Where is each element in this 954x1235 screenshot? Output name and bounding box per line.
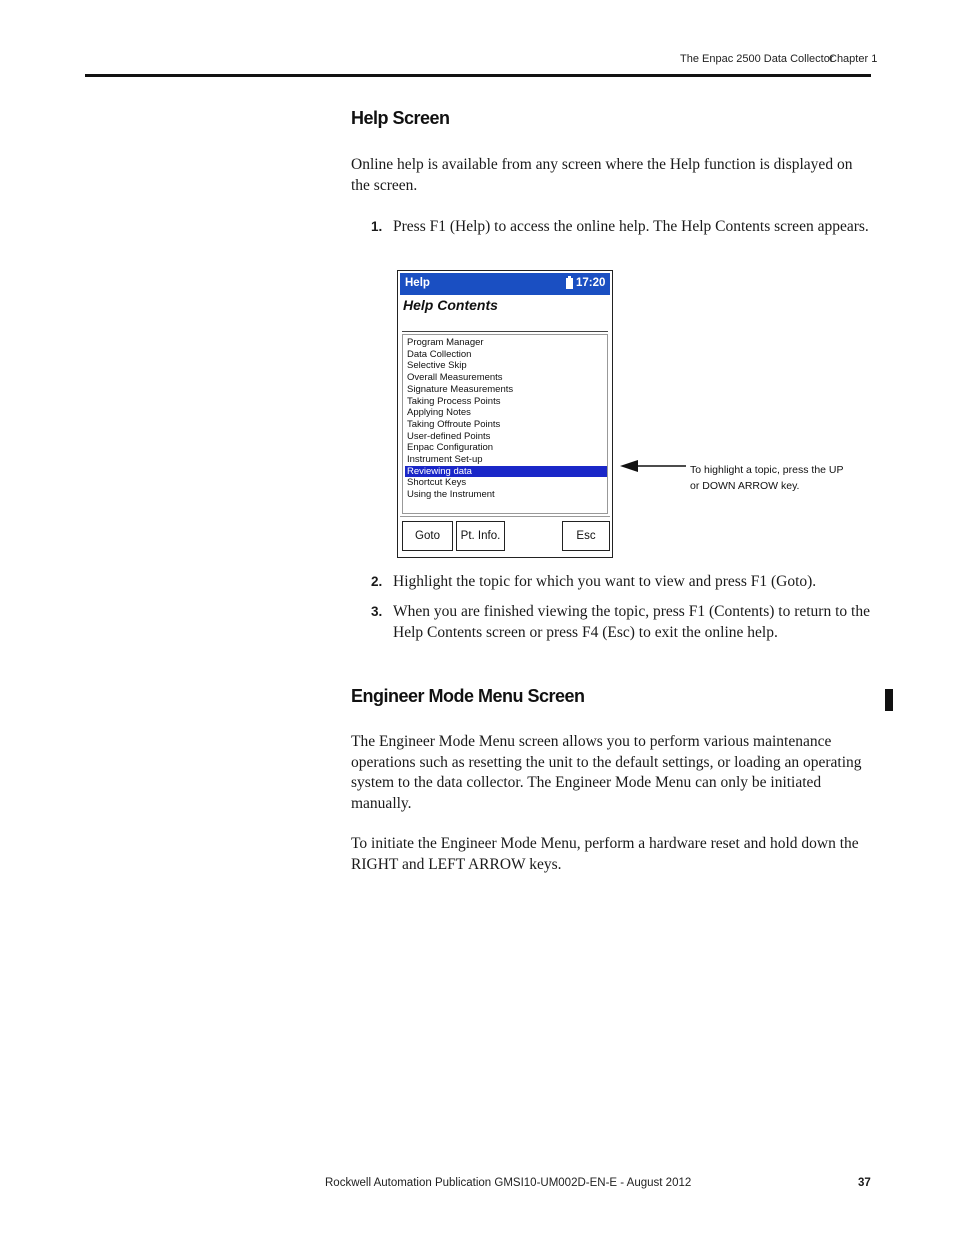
help-screen-heading: Help Screen: [351, 108, 450, 128]
device-button-divider: [400, 516, 610, 517]
help-topic-list[interactable]: [402, 334, 608, 514]
help-topic-item[interactable]: User-defined Points: [407, 430, 491, 442]
step-number: 1.: [371, 219, 383, 234]
device-titlebar: [400, 273, 610, 295]
step-number: 2.: [371, 574, 383, 589]
callout-text: To highlight a topic, press the UP or DOWN ARROW key.: [690, 464, 844, 492]
footer-publication: Rockwell Automation Publication GMSI10-UM002D-EN-E - August 2012: [325, 1177, 692, 1189]
help-topic-item-selected[interactable]: Reviewing data: [405, 466, 607, 477]
help-topic-item[interactable]: Signature Measurements: [407, 383, 514, 395]
running-header-chapter: Chapter 1: [829, 53, 878, 65]
device-title: Help: [405, 277, 430, 289]
help-intro-paragraph: Online help is available from any screen where the Help function is displayed on the screen.: [351, 156, 853, 194]
running-header-title: The Enpac 2500 Data Collector: [680, 53, 834, 65]
help-topic-item[interactable]: Instrument Set-up: [407, 454, 483, 465]
device-divider: [402, 331, 608, 332]
revision-bar: [885, 689, 893, 711]
help-topic-item[interactable]: Taking Process Points: [407, 395, 501, 407]
help-topic-item[interactable]: Taking Offroute Points: [407, 418, 501, 430]
help-topic-item[interactable]: Overall Measurements: [407, 372, 503, 384]
help-topic-item[interactable]: Applying Notes: [407, 407, 471, 419]
help-contents-screenshot: [397, 270, 613, 558]
esc-button[interactable]: Esc: [562, 521, 610, 551]
engineer-paragraph-2: To initiate the Engineer Mode Menu, perform a hardware reset and hold down the RIGHT and LEFT ARROW keys.: [351, 835, 859, 873]
step-text: Highlight the topic for which you want to view and press F1 (Goto).: [393, 573, 817, 590]
engineer-paragraph-1: The Engineer Mode Menu screen allows you to perform various maintenance operations such as resetting the unit to the default settings, or loading an operating system to the data collector. The Engineer Mode Menu can only be initiated manually.: [351, 733, 862, 812]
help-topic-item[interactable]: Enpac Configuration: [407, 442, 494, 454]
help-topic-item[interactable]: Data Collection: [407, 348, 472, 360]
help-topic-item[interactable]: Using the Instrument: [407, 489, 495, 501]
help-topic-item[interactable]: Shortcut Keys: [407, 477, 467, 489]
device-clock: 17:20: [576, 277, 606, 289]
step-number: 3.: [371, 604, 383, 619]
pt-info-button[interactable]: Pt. Info.: [456, 521, 505, 551]
page-number: 37: [858, 1177, 871, 1189]
header-rule: [85, 74, 871, 77]
step-text: Press F1 (Help) to access the online help. The Help Contents screen appears.: [393, 218, 869, 235]
battery-icon: [566, 278, 573, 289]
device-heading: Help Contents: [403, 297, 498, 313]
help-topic-item[interactable]: Program Manager: [407, 337, 484, 348]
callout-arrow-icon: [620, 458, 686, 474]
goto-button[interactable]: Goto: [402, 521, 453, 551]
engineer-mode-heading: Engineer Mode Menu Screen: [351, 686, 585, 706]
help-topic-item[interactable]: Selective Skip: [407, 360, 467, 372]
step-text: When you are finished viewing the topic, press F1 (Contents) to return to the Help Contents screen or press F4 (Esc) to exit the online help.: [393, 603, 870, 641]
